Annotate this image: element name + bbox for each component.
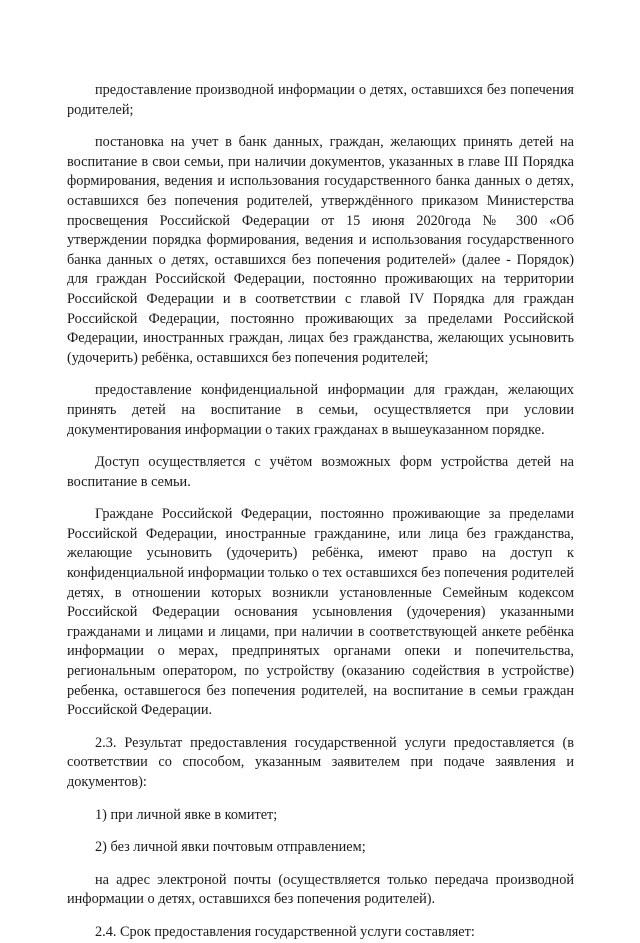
paragraph-section-2-3: 2.3. Результат предоставления государственной услуги предоставляется (в соответствии со способом, указанным заявителем при подаче заявления и документов):: [67, 734, 574, 790]
document-body: [67, 81, 574, 943]
paragraph-access: Доступ осуществляется с учётом возможных форм устройства детей на воспитание в семьи.: [67, 454, 574, 490]
paragraph-gap: [67, 793, 574, 806]
paragraph-foreign-citizens: Граждане Российской Федерации, постоянно проживающие за пределами Российской Федерации, иностранные гражданине, или лица без гражданства, желающие усыновить (удочерить) ребёнка, имеют право на доступ к конфиденциальной информации только о тех оставшихся без попечения родителей детях, в отношении которых возникли установленные Семейным кодексом Российской Федерации основания усыновления (удочерения) указанными гражданами и лицами и лицами, при наличии в соответствующей анкете ребёнка информации о мерах, предпринятых органами опеки и попечительства, региональным оператором, по устройству (оказанию содействия в устройстве) ребенка, оставшегося без попечения родителей, на воспитание в семьи граждан Российской Федерации.: [67, 506, 574, 719]
list-item-postal-delivery: 2) без личной явки почтовым отправлением;: [95, 839, 366, 856]
paragraph-registration: постановка на учет в банк данных, граждан, желающих принять детей на воспитание в свои семьи, при наличии документов, указанных в главе III Порядка формирования, ведения и использования государственного банка данных о детях, оставшихся без попечения родителей, утверждённого приказом Министерства просвещения Российской Федерации от 15 июня 2020года № 300 «Об утверждении порядка формирования, ведения и использования государственного банка данных о детях, оставшихся без попечения родителей» (далее - Порядок) для граждан Российской Федерации, постоянно проживающих на территории Российской Федерации и в соответствии с главой IV Порядка для граждан Российской Федерации, постоянно проживающих за пределами Российской Федерации, иностранных граждан, лицах без гражданства, желающих усыновить (удочерить) ребёнка, оставшихся без попечения родителей;: [67, 134, 574, 366]
paragraph-gap: [67, 721, 574, 734]
paragraph-gap: [67, 858, 574, 871]
paragraph-gap: [67, 440, 574, 453]
paragraph-derived-info: предоставление производной информации о детях, оставшихся без попечения родителей;: [67, 82, 574, 118]
paragraph-gap: [67, 492, 574, 505]
paragraph-gap: [67, 120, 574, 133]
paragraph-gap: [67, 910, 574, 923]
paragraph-gap: [67, 368, 574, 381]
paragraph-confidential-info: предоставление конфиденциальной информации для граждан, желающих принять детей на воспитание в семьи, осуществляется при условии документирования информации о таких гражданах в вышеуказанном порядке.: [67, 382, 574, 438]
paragraph-section-2-4: 2.4. Срок предоставления государственной услуги составляет:: [95, 923, 475, 940]
paragraph-gap: [67, 825, 574, 838]
list-item-personal-visit: 1) при личной явке в комитет;: [95, 806, 278, 823]
paragraph-email-delivery: на адрес электроной почты (осуществляется только передача производной информации о детях, оставшихся без попечения родителей).: [67, 871, 574, 908]
